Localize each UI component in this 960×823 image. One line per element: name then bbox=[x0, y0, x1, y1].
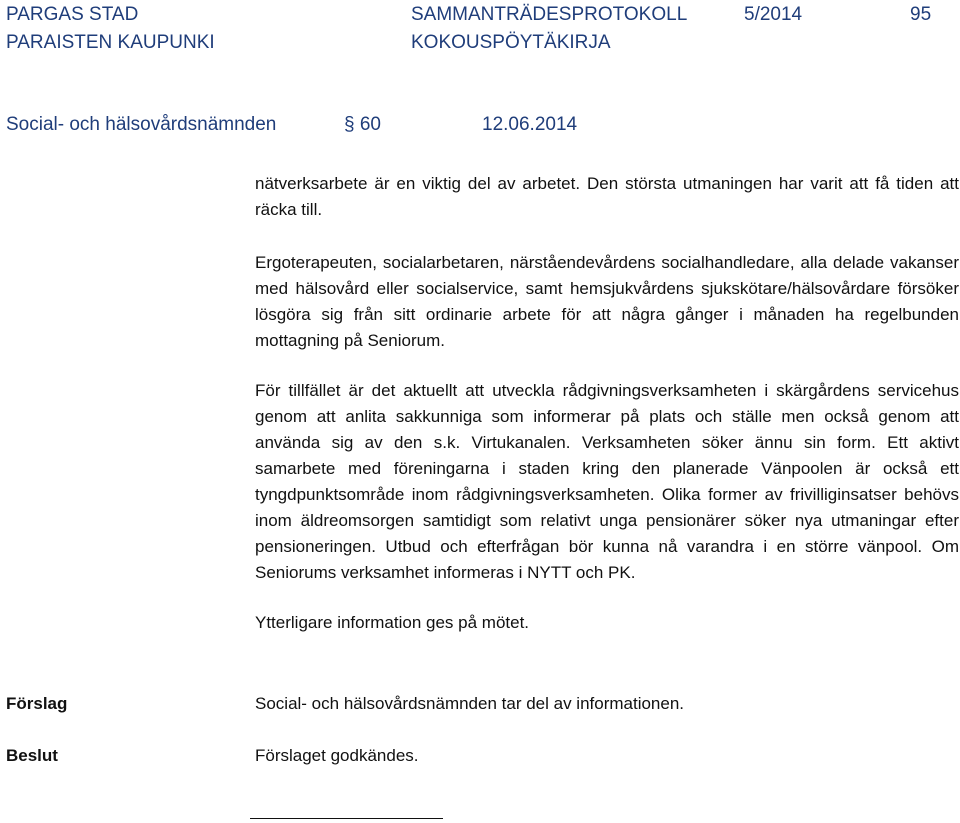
doc-type-finnish: KOKOUSPÖYTÄKIRJA bbox=[411, 32, 611, 53]
org-name-finnish: PARAISTEN KAUPUNKI bbox=[6, 32, 215, 53]
paragraph-number: § 60 bbox=[344, 114, 381, 135]
org-name-swedish: PARGAS STAD bbox=[6, 4, 139, 25]
paragraph-2: Ergoterapeuten, socialarbetaren, närståendevårdens socialhandledare, alla delade vakanser med hälsovård eller socialservice, samt hemsjukvårdens sjukskötare/hälsovårdare försöker lösgöra sig från sitt ordinarie arbete för att några gånger i månaden ha regelbunden mottagning på Seniorum. bbox=[255, 253, 959, 350]
decision-text: Förslaget godkändes. bbox=[255, 746, 419, 765]
paragraph-4: Ytterligare information ges på mötet. bbox=[255, 613, 530, 632]
protocol-number: 5/2014 bbox=[744, 4, 803, 25]
signature-line bbox=[250, 818, 443, 819]
header-document-type bbox=[411, 1, 687, 57]
paragraph-3: För tillfället är det aktuellt att utveckla rådgivningsverksamheten i skärgårdens servicehus genom att anlita sakkunniga som informerar på plats och ställe men också genom att använda sig av den s.k. Virtukanalen. Verksamheten söker ännu sin form. Ett aktivt samarbete med föreningarna i staden kring den planerade Vänpoolen är också ett tyngdpunktsområde inom rådgivningsverksamheten. Olika former av frivilliginsatser behövs inom äldreomsorgen samtidigt som relativt unga pensionärer söker nya utmaningar efter pensioneringen. Utbud och efterfrågan bör kunna nå varandra i en större vänpool. Om Seniorums verksamhet informeras i NYTT och PK. bbox=[255, 381, 959, 582]
header-organization bbox=[6, 1, 215, 57]
meeting-date: 12.06.2014 bbox=[482, 114, 578, 135]
decision-label: Beslut bbox=[6, 746, 58, 765]
doc-type-swedish: SAMMANTRÄDESPROTOKOLL bbox=[411, 4, 688, 25]
proposal-text: Social- och hälsovårdsnämnden tar del av informationen. bbox=[255, 694, 685, 713]
document-body bbox=[255, 171, 959, 636]
paragraph-1: nätverksarbete är en viktig del av arbetet. Den största utmaningen har varit att få tiden att räcka till. bbox=[255, 174, 959, 219]
proposal-label: Förslag bbox=[6, 694, 68, 713]
committee-name: Social- och hälsovårdsnämnden bbox=[6, 114, 277, 135]
page-number: 95 bbox=[910, 4, 932, 25]
